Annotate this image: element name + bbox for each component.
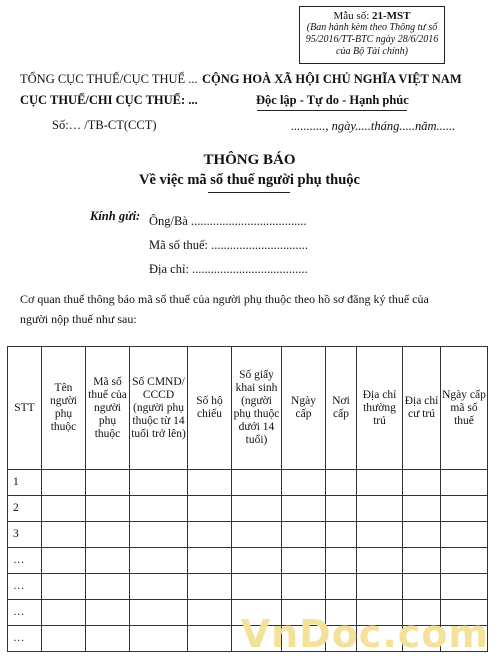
header-cell: Nơi cấp [326,347,357,470]
recipient-label: Kính gửi: [90,209,141,223]
intro-line-1: Cơ quan thuế thông báo mã số thuế của người phụ thuộc theo hồ sơ đăng ký thuế của [20,292,429,306]
table-header-row [8,347,488,470]
document-title: THÔNG BÁO [203,152,296,168]
watermark-logo: VnDoc.com [240,612,489,656]
header-cell: STT [8,347,42,470]
header-cell: Số hộ chiếu [188,347,232,470]
table-row [8,574,488,600]
form-code-note: (Ban hành kèm theo Thông tư số 95/2016/TT-BTC ngày 28/6/2016 của Bộ Tài chính) [305,22,439,57]
recipient-address: Địa chỉ: ..................................... [149,262,308,276]
row-number: … [8,548,42,574]
agency-line-2: CỤC THUẾ/CHI CỤC THUẾ: ... [20,93,198,107]
document-number: Số:… /TB-CT(CCT) [52,118,157,132]
title-underline [208,192,290,193]
row-number: 2 [8,496,42,522]
form-code-box [299,6,445,64]
table-row [8,522,488,548]
header-cell: Ngày cấp mã số thuế [441,347,488,470]
row-number: 1 [8,470,42,496]
document-subtitle: Về việc mã số thuế người phụ thuộc [139,172,360,188]
motto: Độc lập - Tự do - Hạnh phúc [256,93,409,107]
dependents-table [7,346,488,652]
header-cell: Địa chỉ cư trú [403,347,441,470]
header-cell: Số giấy khai sinh (người phụ thuộc dưới 14 tuổi) [232,347,282,470]
table-row [8,496,488,522]
recipient-name: Ông/Bà ..................................... [149,214,307,228]
country-name: CỘNG HOÀ XÃ HỘI CHỦ NGHĨA VIỆT NAM [202,72,462,86]
header-cell: Mã số thuế của người phụ thuộc [86,347,130,470]
motto-underline [257,110,407,111]
form-code: Mẫu số: 21-MST [333,10,411,22]
intro-line-2: người nộp thuế như sau: [20,312,137,326]
header-cell: Số CMND/ CCCD (người phụ thuộc từ 14 tuổi trở lên) [130,347,188,470]
row-number: 3 [8,522,42,548]
header-cell: Tên người phụ thuộc [42,347,86,470]
row-number: … [8,574,42,600]
row-number: … [8,626,42,652]
table-row [8,548,488,574]
header-cell: Ngày cấp [282,347,326,470]
row-number: … [8,600,42,626]
header-cell: Địa chỉ thường trú [357,347,403,470]
document-date: ..........., ngày.....tháng.....năm...... [291,119,456,133]
agency-line-1: TỔNG CỤC THUẾ/CỤC THUẾ ... [20,72,198,86]
table-row [8,470,488,496]
recipient-tax-code: Mã số thuế: ............................... [149,238,309,252]
